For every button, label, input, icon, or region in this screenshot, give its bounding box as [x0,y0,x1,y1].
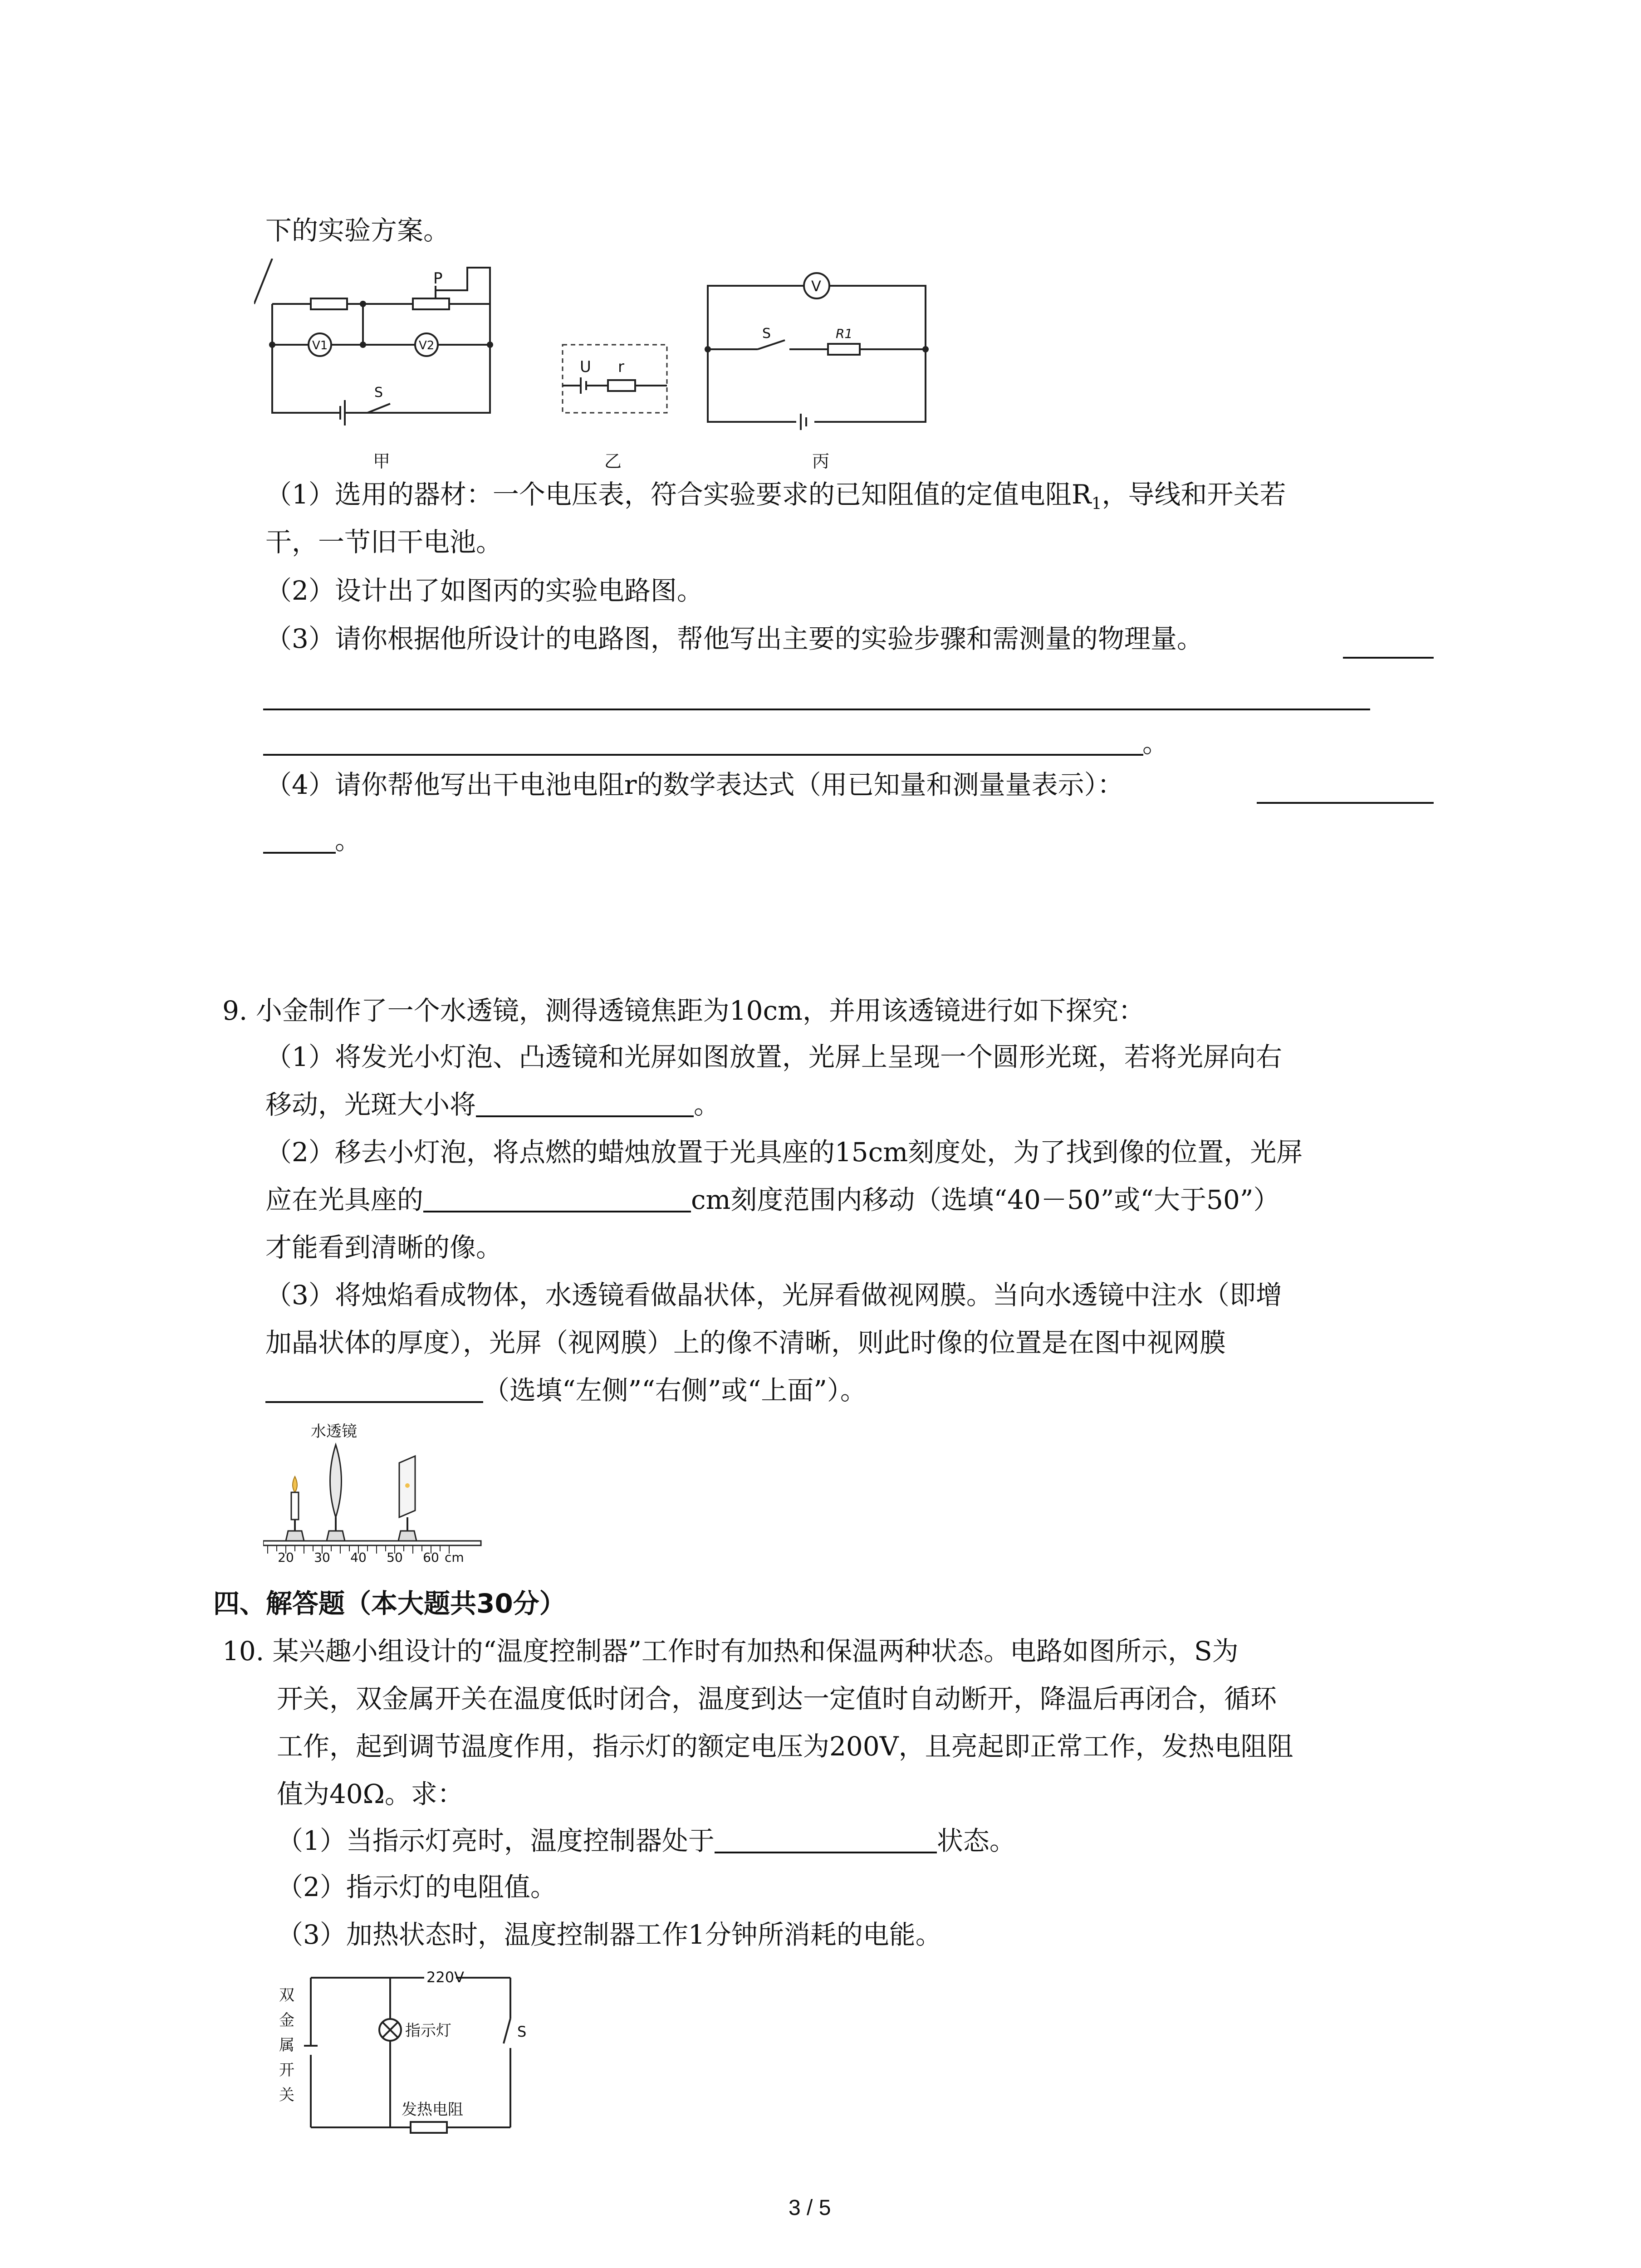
q9-part1-blank[interactable] [476,1089,694,1117]
q8-part4-blank-2[interactable] [263,852,336,854]
tick-20: 20 [278,1550,294,1563]
q10-part3: （3）加热状态时，温度控制器工作1分钟所消耗的电能。 [277,1919,942,1950]
section-heading: 四、解答题（本大题共30分） [213,1588,566,1619]
label-R1: R1 [836,326,853,341]
q9-part2-line3: 才能看到清晰的像。 [265,1232,503,1263]
label-jia: 甲 [373,451,391,471]
bimetal-char-4: 开 [279,2061,294,2079]
label-r: r [618,358,624,376]
intro-text: 下的实验方案。 [265,215,450,246]
q10-part2: （2）指示灯的电阻值。 [277,1872,557,1902]
optical-bench-figure [263,1418,517,1563]
q10-stem-line4: 值为40Ω。求： [277,1779,464,1809]
q8-part4-blank-1[interactable] [1257,802,1434,804]
tick-50: 50 [387,1550,403,1563]
q8-part3-period: 。 [1142,728,1169,758]
q9-part3-line2: 加晶状体的厚度），光屏（视网膜）上的像不清晰，则此时像的位置是在图中视网膜 [265,1327,1226,1358]
lamp-label: 指示灯 [405,2022,451,2040]
label-bing: 丙 [812,451,830,471]
label-yi: 乙 [604,451,622,471]
q8-part1-line1: （1）选用的器材：一个电压表，符合实验要求的已知阻值的定值电阻$R_1$，导线和开关若 [265,479,1286,513]
q9-part2-line2: 应在光具座的 cm刻度范围内移动（选填“40－50”或“大于50”） [265,1184,1280,1215]
bimetal-char-3: 属 [279,2036,294,2054]
q9-part3-line1: （3）将烛焰看成物体，水透镜看做晶状体，光屏看做视网膜。当向水透镜中注水（即增 [265,1280,1282,1310]
label-U: U [580,358,591,376]
q8-part4: （4）请你帮他写出干电池电阻r的数学表达式（用已知量和测量量表示）： [265,769,1124,800]
tick-60: 60 [423,1550,439,1563]
circuit-diagrams [254,259,962,481]
q10-stem-line2: 开关，双金属开关在温度低时闭合，温度到达一定值时自动断开，降温后再闭合，循环 [277,1683,1277,1714]
q8-part3-blank-2[interactable] [263,709,1370,710]
q9-part1-line2: 移动，光斑大小将 。 [265,1089,720,1120]
q9-part2-blank[interactable] [423,1184,691,1212]
label-V2: V2 [419,339,435,352]
q8-part4-period: 。 [335,825,362,855]
label-S-jia: S [374,385,383,401]
page-number: 3 / 5 [789,2196,831,2220]
q8-part2: （2）设计出了如图丙的实验电路图。 [265,575,703,606]
q10-part1: （1）当指示灯亮时，温度控制器处于 状态。 [277,1825,1016,1856]
bimetal-char-1: 双 [279,1986,294,2004]
tick-unit: cm [445,1550,464,1563]
q8-part3-blank-1[interactable] [1343,657,1434,659]
q10-stem-line1: 10. 某兴趣小组设计的“温度控制器”工作时有加热和保温两种状态。电路如图所示，S为 [222,1636,1239,1667]
label-V: V [811,278,821,295]
water-lens-label: 水透镜 [311,1422,357,1441]
q9-part3-line3: （选填“左侧”“右侧”或“上面”）。 [265,1372,867,1408]
label-P: P [433,269,443,288]
q9-part1-line1: （1）将发光小灯泡、凸透镜和光屏如图放置，光屏上呈现一个圆形光斑，若将光屏向右 [265,1041,1282,1072]
label-S-bing: S [762,326,771,342]
bimetal-char-2: 金 [279,2011,294,2029]
q9-part3-blank[interactable] [265,1375,483,1403]
temperature-controller-circuit [274,1969,529,2141]
tick-30: 30 [314,1550,330,1563]
q8-part3-blank-3[interactable] [263,754,1143,756]
label-V1: V1 [312,339,328,352]
tick-40: 40 [350,1550,367,1563]
heating-resistor-label: 发热电阻 [402,2101,463,2119]
switch-S-label: S [517,2023,527,2040]
q9-stem: 9. 小金制作了一个水透镜，测得透镜焦距为10cm，并用该透镜进行如下探究： [222,995,1145,1026]
q10-stem-line3: 工作，起到调节温度作用，指示灯的额定电压为200V，且亮起即正常工作，发热电阻阻 [277,1731,1293,1762]
q10-part1-blank[interactable] [715,1825,937,1853]
bimetal-char-5: 关 [279,2086,294,2104]
q8-part3: （3）请你根据他所设计的电路图，帮他写出主要的实验步骤和需测量的物理量。 [265,623,1203,654]
q8-part1-line2: 干，一节旧干电池。 [265,527,503,557]
voltage-label: 220V [426,1969,464,1986]
q9-part2-line1: （2）移去小灯泡，将点燃的蜡烛放置于光具座的15cm刻度处，为了找到像的位置，光屏 [265,1137,1303,1168]
